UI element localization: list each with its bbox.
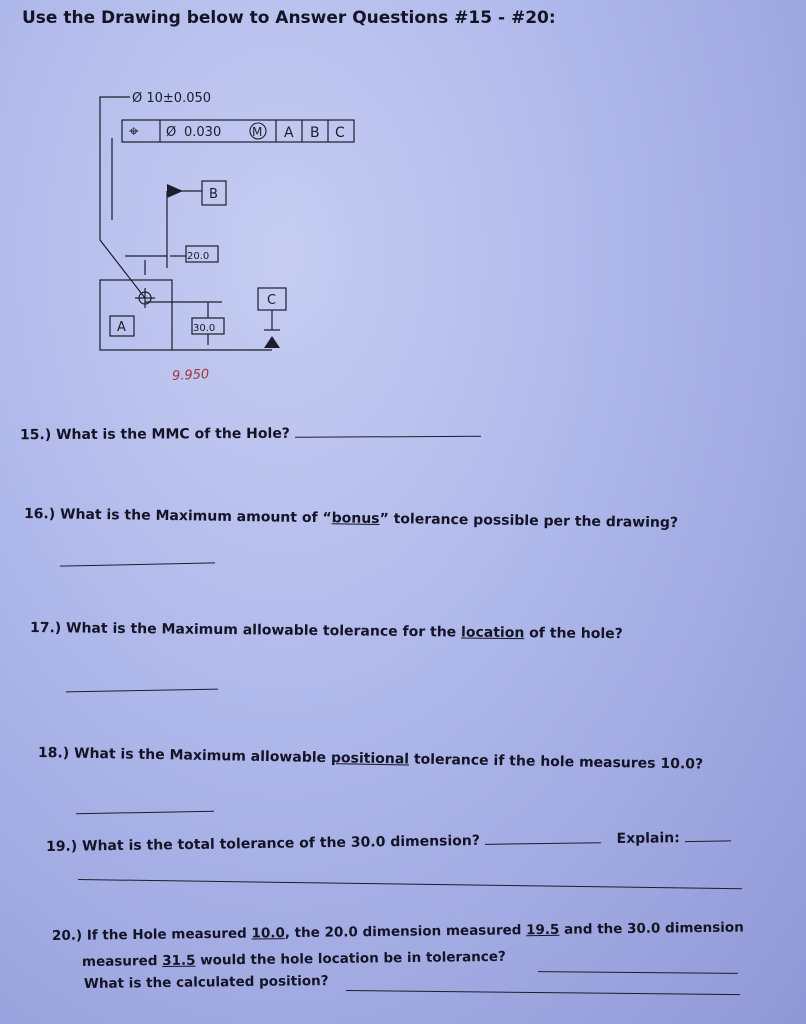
answer-blank-18[interactable]: [76, 811, 214, 814]
question-16: 16.) What is the Maximum amount of “bonus” tolerance possible per the drawing?: [23, 506, 679, 532]
answer-blank-20a[interactable]: [538, 971, 738, 974]
question-20-line-1: 20.) If the Hole measured 10.0, the 20.0 dimension measured 19.5 and the 30.0 dimension: [51, 919, 744, 944]
dim-20-value: 20.0: [187, 251, 210, 262]
fcf-datum-c: C: [335, 125, 345, 141]
hole-dimension: Ø 10±0.050: [132, 91, 212, 106]
answer-blank-15[interactable]: [295, 422, 481, 438]
page-header: Use the Drawing below to Answer Questions #15 - #20:: [22, 8, 556, 28]
fcf-tolerance: 0.030: [184, 125, 222, 140]
question-18: 18.) What is the Maximum allowable positional tolerance if the hole measures 10.0?: [37, 745, 704, 773]
answer-blank-19[interactable]: [485, 828, 601, 845]
question-17: 17.) What is the Maximum allowable tolerance for the location of the hole?: [29, 620, 623, 643]
datum-a-label: A: [117, 320, 126, 335]
position-symbol: ⌖: [129, 122, 139, 142]
answer-blank-20b[interactable]: [346, 990, 740, 995]
datum-c-label: C: [267, 293, 277, 308]
datum-b-label: B: [209, 187, 218, 202]
fcf-diameter-symbol: Ø: [166, 125, 177, 140]
answer-blank-17[interactable]: [66, 689, 218, 693]
explain-label: Explain:: [616, 830, 680, 848]
question-20-line-2: measured 31.5 would the hole location be in tolerance?: [81, 948, 506, 970]
fcf-datum-a: A: [284, 125, 294, 141]
explain-blank-short[interactable]: [685, 826, 731, 842]
question-20-line-3: What is the calculated position?: [83, 973, 329, 992]
fcf-datum-b: B: [310, 125, 320, 141]
fcf-modifier: M: [252, 125, 263, 139]
explain-line[interactable]: [78, 879, 742, 889]
dim-30-value: 30.0: [193, 323, 216, 334]
question-19: 19.) What is the total tolerance of the 30.0 dimension? Explain:: [46, 826, 731, 855]
handwritten-note: 9.950: [171, 367, 210, 384]
question-15: 15.) What is the MMC of the Hole?: [20, 422, 481, 443]
gdt-drawing: [90, 80, 370, 360]
answer-blank-16[interactable]: [60, 562, 215, 566]
